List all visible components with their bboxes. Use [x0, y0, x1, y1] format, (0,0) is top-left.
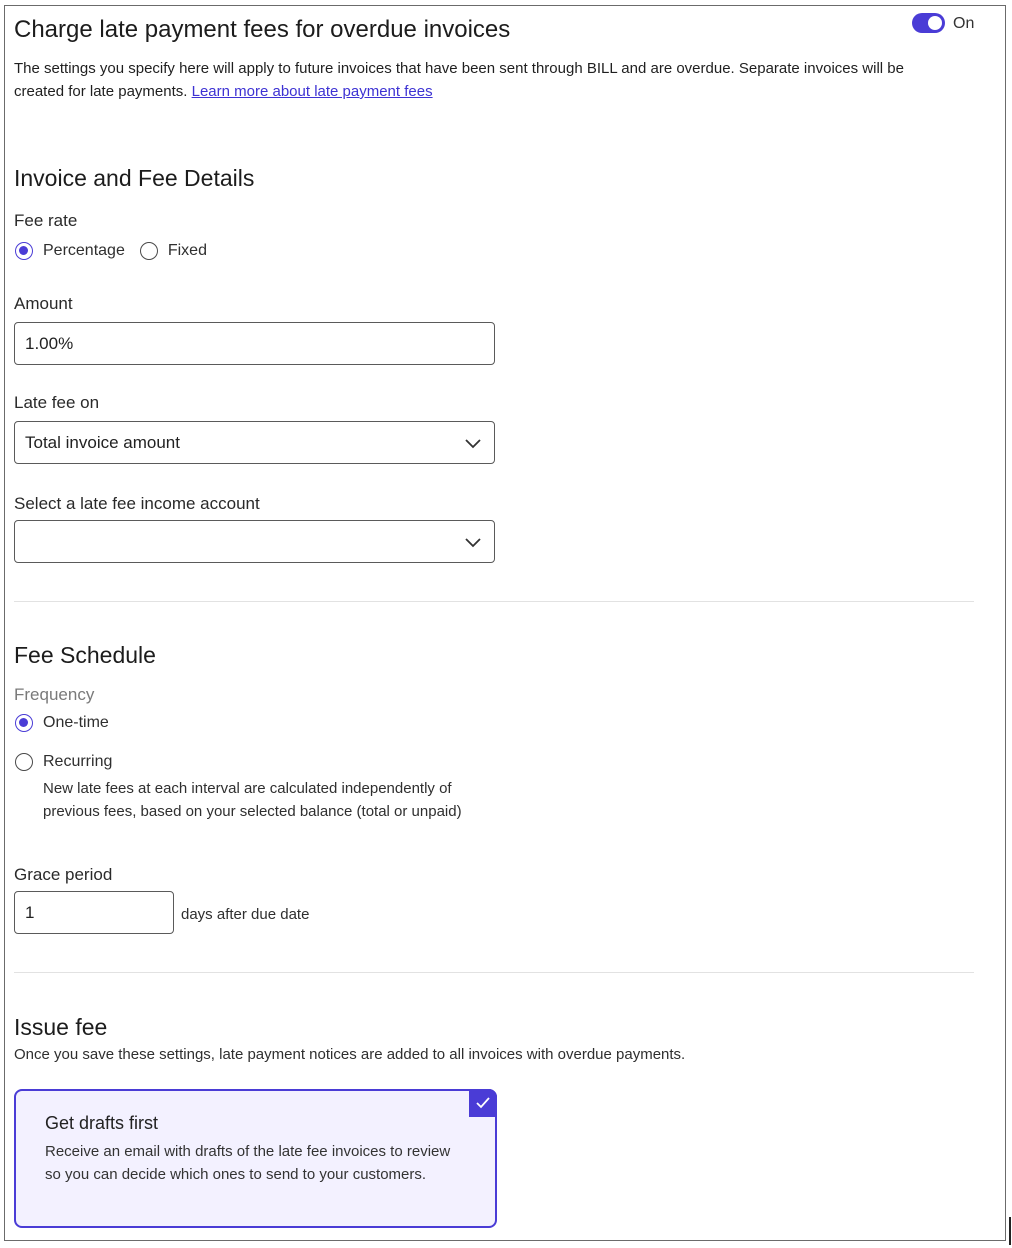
- text-cursor-icon: [1009, 1217, 1011, 1245]
- late-fee-settings-panel: [4, 5, 1006, 1241]
- recurring-label: Recurring: [43, 753, 113, 770]
- header-description: [14, 57, 914, 103]
- card-title: Get drafts first: [45, 1113, 159, 1133]
- one-time-radio[interactable]: [15, 714, 33, 732]
- fee-rate-fixed-option[interactable]: [140, 242, 207, 260]
- percentage-label: Percentage: [43, 242, 125, 259]
- fee-rate-radio-group: [15, 242, 207, 260]
- income-account-label: Select a late fee income account: [14, 494, 260, 513]
- percentage-radio[interactable]: [15, 242, 33, 260]
- recurring-radio[interactable]: [15, 753, 33, 771]
- chevron-down-icon: [464, 536, 482, 548]
- amount-input[interactable]: [14, 322, 495, 365]
- fixed-label: Fixed: [167, 242, 207, 259]
- section-divider: [14, 601, 974, 602]
- learn-more-link[interactable]: Learn more about late payment fees: [191, 83, 433, 100]
- late-fee-on-label: Late fee on: [14, 393, 100, 412]
- one-time-label: One-time: [43, 714, 109, 731]
- description-text: The settings you specify here will apply to future invoices that have been sent through BILL and are overdue. Separate invoices will be created for late payments.: [14, 60, 904, 100]
- card-description: Receive an email with drafts of the late fee invoices to review so you can decide which ones to send to your customers.: [45, 1143, 451, 1183]
- fee-rate-percentage-option[interactable]: [15, 242, 125, 260]
- income-account-select[interactable]: [14, 520, 495, 563]
- grace-period-value: 1: [25, 902, 35, 922]
- late-fee-on-select[interactable]: [14, 421, 495, 464]
- recurring-help-text: New late fees at each interval are calculated independently of previous fees, based on your selected balance (total or unpaid): [43, 780, 462, 820]
- fixed-radio[interactable]: [140, 242, 158, 260]
- invoice-fee-heading: Invoice and Fee Details: [14, 165, 255, 191]
- fee-rate-label: Fee rate: [14, 211, 78, 230]
- issue-fee-description: Once you save these settings, late payment notices are added to all invoices with overdue payments.: [14, 1046, 686, 1063]
- toggle-knob: [928, 16, 942, 30]
- checkmark-icon: [469, 1089, 497, 1117]
- chevron-down-icon: [464, 437, 482, 449]
- section-divider: [14, 972, 974, 973]
- page-title: Charge late payment fees for overdue invoices: [14, 16, 511, 43]
- toggle-label: On: [953, 15, 975, 32]
- grace-period-label: Grace period: [14, 865, 113, 884]
- late-fee-toggle[interactable]: [912, 13, 945, 33]
- frequency-one-time-option[interactable]: [15, 714, 109, 732]
- frequency-recurring-option[interactable]: [15, 753, 112, 771]
- grace-period-suffix: days after due date: [181, 906, 310, 923]
- late-fee-on-value: Total invoice amount: [25, 432, 180, 452]
- grace-period-input[interactable]: [14, 891, 174, 934]
- fee-schedule-heading: Fee Schedule: [14, 642, 156, 668]
- amount-value: 1.00%: [25, 333, 74, 353]
- frequency-label: Frequency: [14, 685, 95, 704]
- get-drafts-first-card[interactable]: [14, 1089, 497, 1228]
- issue-fee-heading: Issue fee: [14, 1014, 108, 1040]
- amount-label: Amount: [14, 294, 73, 313]
